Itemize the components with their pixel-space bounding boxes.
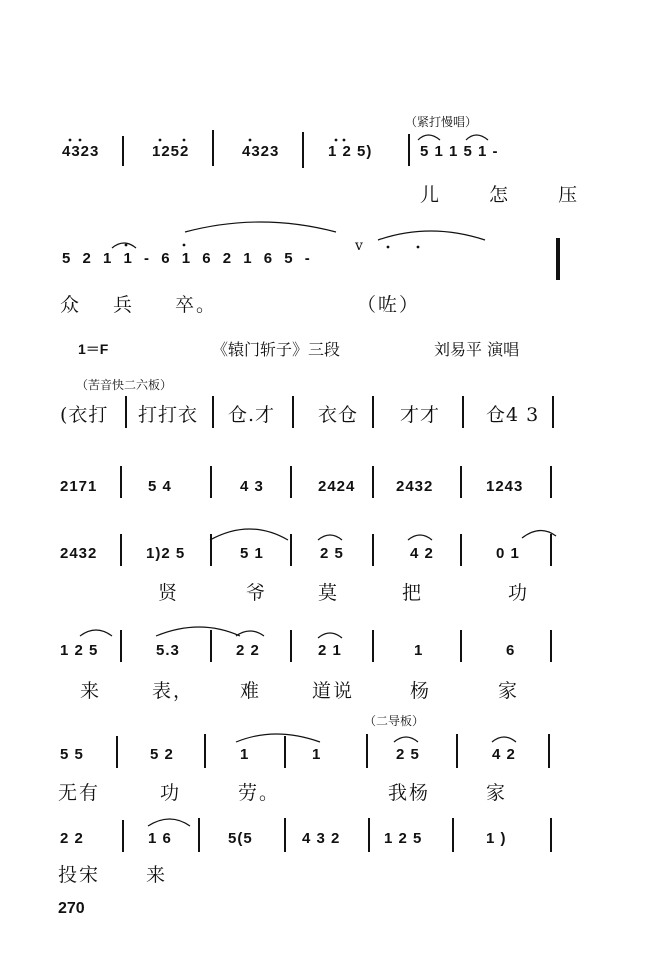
measure: 仓.才 [228,404,276,426]
dot-ornaments [69,139,420,249]
lyric: 杨 [410,680,432,702]
lyric: 来 [80,680,102,702]
high-dot [387,246,390,249]
high-dot [343,139,346,142]
measure: 1 [414,642,424,659]
slur [80,630,112,636]
page-number: 270 [58,900,85,917]
measure: 0 1 [496,545,520,562]
slur [466,135,488,140]
high-dot [69,139,72,142]
lyric: 莫 [318,582,340,604]
piece-title: 《辕门斩子》三段 [212,340,341,359]
measure: 2432 [60,545,98,562]
lyric: 表， [152,680,195,702]
measure: 2 1 [318,642,342,659]
slur [185,222,336,232]
high-dot [249,139,252,142]
high-dot [79,139,82,142]
measure: 才才 [400,404,441,426]
slur [418,135,440,140]
tempo-marking: （紧打慢唱） [405,115,478,129]
high-dot [335,139,338,142]
measure: 5 1 [240,545,264,562]
lyric-line: 儿 怎 压 [420,184,600,206]
tempo-marking: （二导板） [364,714,425,728]
high-dot [183,244,186,247]
slur [236,734,320,742]
measure: 4 2 [492,746,516,763]
measure: 6 [506,642,516,659]
high-dot [183,139,186,142]
lyric: 劳。 [238,782,281,804]
measure: 5 2 [150,746,174,763]
measure: 5 5 [60,746,84,763]
slur [112,243,136,248]
lyric: 我杨 [388,782,431,804]
measure: 2 2 [236,642,260,659]
lyric: 无有 [58,782,101,804]
slur [156,627,240,636]
lyric: 投宋 [58,864,101,886]
measure: 1243 [486,478,524,495]
measure: 1 2 5 [60,642,99,659]
measure: 1 2 5) [328,143,373,160]
measure: 4323 [62,143,100,160]
measure: 1 ) [486,830,507,847]
high-dot [417,246,420,249]
measure: 4323 [242,143,280,160]
slur [236,631,264,636]
measure: 衣仓 [318,404,359,426]
slur [394,737,418,742]
lyric: 难 [240,680,262,702]
measure: 4 3 [240,478,264,495]
measure: 4 2 [410,545,434,562]
slur [492,737,516,742]
slur [210,529,288,540]
measure: 2 5 [320,545,344,562]
lyric: （咗） [357,294,421,316]
lyric: 家 [486,782,508,804]
lyric: 卒。 [175,294,218,316]
slur [408,535,432,540]
measure: 5 1 1 5 1 - [420,143,499,160]
measure: 仓4 3 [486,404,540,426]
measure: 2424 [318,478,356,495]
slur [148,819,190,826]
measure: 1 [312,746,322,763]
measure: 2171 [60,478,98,495]
lyric: 贤 [158,582,180,604]
measure: 5(5 [228,830,253,847]
measure-line: 5 2 1 1 - 6 1 6 2 1 6 5 - [62,250,314,267]
tempo-marking: （苦音快二六板） [76,378,173,392]
high-dot [125,244,128,247]
performer: 刘易平 演唱 [434,340,520,359]
measure: 2 5 [396,746,420,763]
breath-mark: v [355,238,363,254]
measure: 1 [240,746,250,763]
lyric: 家 [498,680,520,702]
slur [522,530,556,538]
measure: 1252 [152,143,190,160]
lyric: 把 [402,582,424,604]
key-signature: 1＝F [78,341,109,357]
measure: 4 3 2 [302,830,341,847]
lyric: 众 兵 [60,294,147,316]
measure: 5.3 [156,642,180,659]
measure: 5 4 [148,478,172,495]
slur [378,231,485,240]
measure: 1)2 5 [146,545,186,562]
measure: (衣打 [60,404,109,426]
lyric: 道说 [312,680,355,702]
measure: 打打衣 [138,404,199,426]
high-dot [159,139,162,142]
measure: 1 2 5 [384,830,423,847]
slur [318,633,342,638]
slur [318,535,342,540]
lyric: 爷 [246,582,268,604]
lyric: 功 [160,782,182,804]
measure: 1 6 [148,830,172,847]
measure: 2432 [396,478,434,495]
lyric: 来 [146,864,168,886]
measure: 2 2 [60,830,84,847]
lyric: 功 [508,582,530,604]
